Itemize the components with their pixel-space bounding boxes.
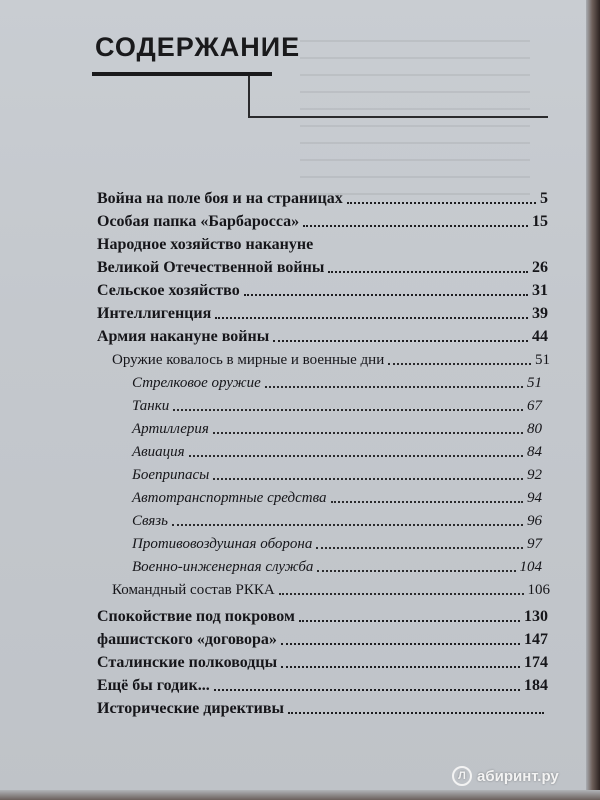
page-title: СОДЕРЖАНИЕ xyxy=(95,32,301,62)
toc-entry-title: Оружие ковалось в мирные и военные дни xyxy=(112,352,385,368)
toc-entry xyxy=(97,186,548,208)
toc-entry-title: Авиация xyxy=(132,444,185,460)
dot-leader xyxy=(189,455,523,457)
toc-entry-title: фашистского «договора» xyxy=(97,631,277,648)
toc-page-number: 44 xyxy=(532,328,548,345)
book-spine-edge xyxy=(586,0,600,800)
book-bottom-edge xyxy=(0,790,600,800)
dot-leader xyxy=(316,547,523,549)
toc-entry-title: Противовоздушная оборона xyxy=(132,536,313,552)
toc-entry-title: Война на поле боя и на страницах xyxy=(97,190,343,207)
dot-leader xyxy=(213,432,523,434)
toc-entry xyxy=(97,278,548,300)
toc-entry-title: Народное хозяйство накануне xyxy=(97,236,314,253)
toc-page-number: 5 xyxy=(540,190,548,207)
toc-page-number: 67 xyxy=(527,398,542,414)
dot-leader xyxy=(347,202,536,204)
dot-leader xyxy=(279,593,524,595)
toc-page-number: 31 xyxy=(532,282,548,299)
toc-entry-title: Танки xyxy=(132,398,170,414)
dot-leader xyxy=(214,689,520,691)
toc-entry-title: Военно-инженерная служба xyxy=(132,559,314,575)
toc-page-number: 96 xyxy=(527,513,542,529)
toc-page-number: 26 xyxy=(532,259,548,276)
dot-leader xyxy=(273,340,528,342)
toc-entry xyxy=(97,604,548,626)
toc-entry-title: Автотранспортные средства xyxy=(132,490,327,506)
dot-leader xyxy=(317,570,515,572)
dot-leader xyxy=(388,363,531,365)
toc-entry-title: Великой Отечественной войны xyxy=(97,259,325,276)
dot-leader xyxy=(172,524,523,526)
dot-leader xyxy=(265,386,523,388)
toc-entry xyxy=(132,531,542,553)
watermark xyxy=(452,766,559,786)
toc-page-number: 184 xyxy=(524,677,548,694)
toc-entry xyxy=(112,347,550,369)
toc-entry-title: Боеприпасы xyxy=(132,467,210,483)
toc-entry-title: Артиллерия xyxy=(132,421,209,437)
toc-entry xyxy=(97,627,548,649)
toc-entry xyxy=(132,439,542,461)
toc-page-number: 80 xyxy=(527,421,542,437)
toc-entry xyxy=(132,485,542,507)
dot-leader xyxy=(173,409,523,411)
toc-page-number: 104 xyxy=(519,559,542,575)
toc-entry xyxy=(132,462,542,484)
dot-leader xyxy=(244,294,528,296)
dot-leader xyxy=(215,317,528,319)
toc-entry xyxy=(97,209,548,231)
toc-entry xyxy=(132,370,542,392)
toc-entry xyxy=(97,255,548,277)
toc-entry xyxy=(132,508,542,530)
toc-entry xyxy=(132,393,542,415)
toc-page-number: 174 xyxy=(524,654,548,671)
toc-entry-title: Сельское хозяйство xyxy=(97,282,240,299)
toc-entry-title: Исторические директивы xyxy=(97,700,285,717)
toc-entry-title: Спокойствие под покровом xyxy=(97,608,295,625)
dot-leader xyxy=(213,478,523,480)
toc-page-number: 51 xyxy=(535,352,550,368)
toc-entry xyxy=(97,301,548,323)
toc-page-number: 147 xyxy=(524,631,548,648)
toc-entry xyxy=(97,696,548,718)
dot-leader xyxy=(281,666,520,668)
toc-page-number: 39 xyxy=(532,305,548,322)
watermark-text: абиринт.ру xyxy=(477,767,559,785)
toc-entry-title: Ещё бы годик... xyxy=(97,677,210,694)
toc-page-number: 94 xyxy=(527,490,542,506)
toc-entry xyxy=(97,673,548,695)
toc-entry-title: Интеллигенция xyxy=(97,305,212,322)
toc-entry xyxy=(112,577,550,599)
toc-entry-title: Стрелковое оружие xyxy=(132,375,261,391)
toc-entry xyxy=(97,324,548,346)
toc-entry xyxy=(97,650,548,672)
toc-entry-title: Сталинские полководцы xyxy=(97,654,278,671)
toc-page-number: 106 xyxy=(527,582,550,598)
toc-entry-title: Особая папка «Барбаросса» xyxy=(97,213,300,230)
dot-leader xyxy=(328,271,528,273)
dot-leader xyxy=(331,501,523,503)
toc-entry xyxy=(132,416,542,438)
toc-entry-title: Командный состав РККА xyxy=(112,582,275,598)
toc-page-number: 130 xyxy=(524,608,548,625)
toc-page-number: 97 xyxy=(527,536,542,552)
toc-entry-title: Армия накануне войны xyxy=(97,328,270,345)
toc-page-number: 84 xyxy=(527,444,542,460)
dot-leader xyxy=(281,643,520,645)
toc-page-number: 51 xyxy=(527,375,542,391)
labirint-logo-icon: Л xyxy=(452,766,472,786)
toc-entry-title: Связь xyxy=(132,513,168,529)
dot-leader xyxy=(303,225,528,227)
dot-leader xyxy=(299,620,520,622)
toc-page-number: 15 xyxy=(532,213,548,230)
toc-entry xyxy=(132,554,542,576)
toc-page-number: 92 xyxy=(527,467,542,483)
toc-entry xyxy=(97,232,548,254)
dot-leader xyxy=(288,712,544,714)
